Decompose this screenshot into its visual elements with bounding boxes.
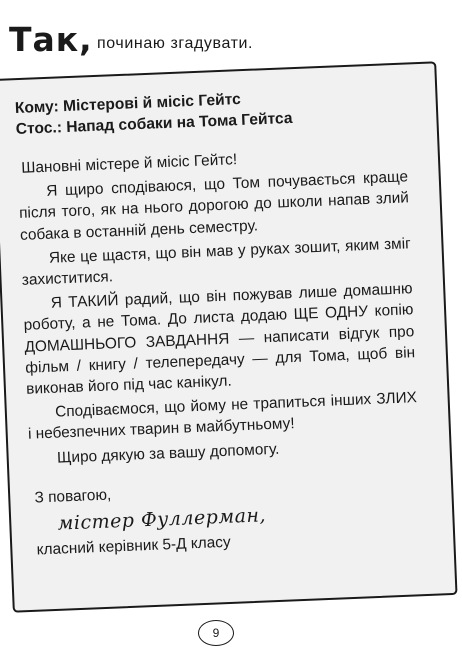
letter-paragraph: Сподіваємося, що йому не трапиться інших ЗЛИХ і небезпечних тварин в майбутньому! [27,389,418,444]
header-caption: починаю згадувати. [97,35,254,52]
letter-paragraph: Яке це щастя, що він мав у руках зошит, яким зміг захиститися. [21,235,412,289]
page-number: 9 [198,620,234,646]
letter-paragraph: Я щиро сподіваюся, що Том почувається краще після того, як на нього дорогою до школи напав злий собака в останній день семестру. [18,168,410,244]
letter-recipient: Кому: Містерові й місіс Гейтс [14,90,242,118]
letter-body [15,82,424,577]
letter-salutation: Шановні містере й місіс Гейтс! [21,151,238,177]
letter-paragraph: Щиро дякую за вашу допомогу. [56,440,280,467]
letter-paragraph: Я ТАКИЙ радий, що він пожував лише домашню роботу, а не Тома. До листа додаю ЩЕ ОДНУ копію ДОМАШНЬОГО ЗАВДАННЯ — написати відгук про фільм / книгу / телепередачу — для Тома, щоб він виконав його під час канікул. [23,280,416,398]
header-title: Так, [9,20,93,59]
letter-signer-role: класний керівник 5-Д класу [36,533,231,559]
letter-card-area [0,54,462,610]
letter-signature: містер Фуллерман, [57,504,267,535]
letter-subject: Стос.: Напад собаки на Тома Гейтса [15,109,293,138]
letter-closing: З повагою, [34,486,112,507]
